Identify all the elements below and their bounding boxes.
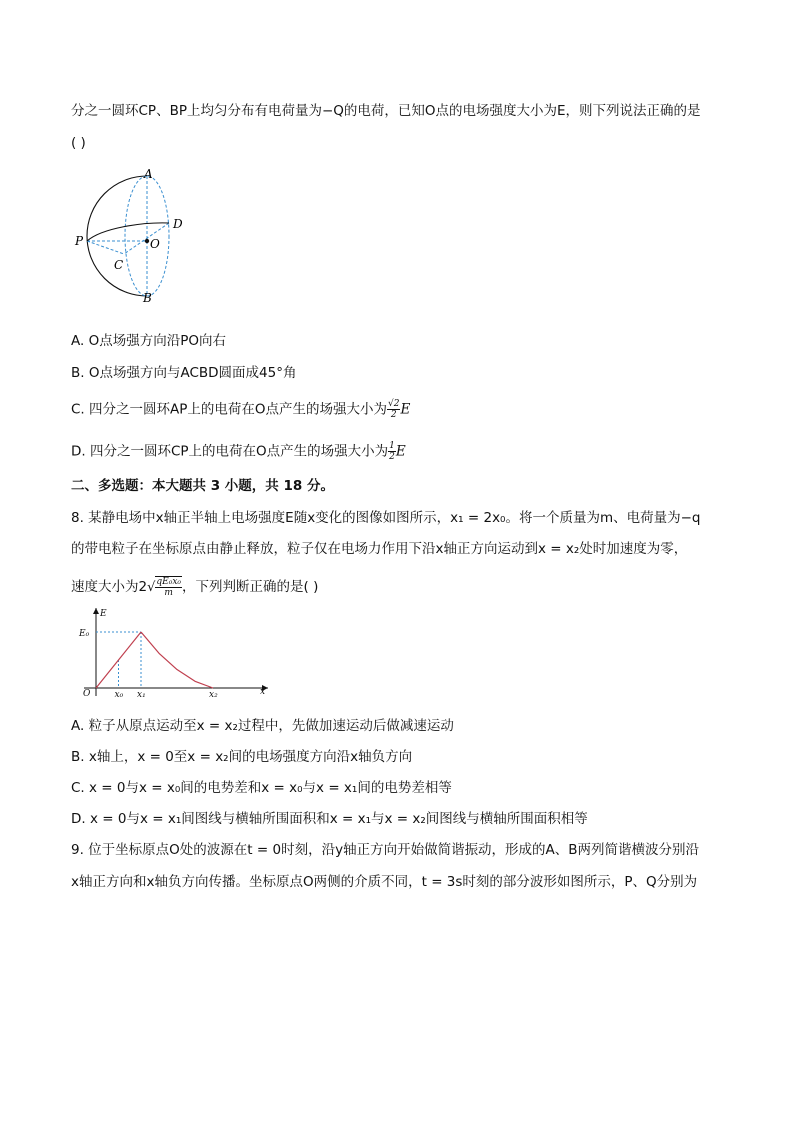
series-line-0 xyxy=(96,632,141,688)
y-axis-label: E xyxy=(100,609,107,619)
q8-stem-line2: 的带电粒子在坐标原点由静止释放，粒子仅在电场力作用下沿x轴正方向运动到x = x₂处时加速度为零， xyxy=(71,541,688,557)
e-x-chart-svg xyxy=(72,604,272,700)
tick-x1: x₁ xyxy=(137,690,146,700)
tick-e0: E₀ xyxy=(79,629,90,639)
axis-labels xyxy=(78,609,265,700)
q7-option-c xyxy=(71,399,731,420)
q8-option-c: C. x = 0与x = x₀间的电势差和x = x₀与x = x₁间的电势差相等 xyxy=(71,780,452,796)
q7-option-d-tail: E xyxy=(395,443,406,460)
q7-option-c-fraction xyxy=(387,399,400,420)
q7-option-c-tail: E xyxy=(400,401,411,418)
q8-option-d: D. x = 0与x = x₁间图线与横轴所围面积和x = x₁与x = x₂间图线与横轴所围面积相等 xyxy=(71,811,588,827)
q7-option-d-text: D. 四分之一圆环CP上的电荷在O点产生的场强大小为 xyxy=(71,443,389,460)
label-a: A xyxy=(144,168,153,181)
x-axis-label: x xyxy=(260,687,266,697)
q7-option-d-fraction xyxy=(388,441,396,462)
q7-option-d-den: 2 xyxy=(389,452,395,462)
q8-stem-line3 xyxy=(71,576,731,598)
tick-x0: x₀ xyxy=(114,690,124,700)
q8-option-b: B. x轴上，x = 0至x = x₂间的电场强度方向沿x轴负方向 xyxy=(71,749,413,765)
q7-option-d-num: 1 xyxy=(389,441,395,451)
q7-stem-line1: 分之一圆环CP、BP上均匀分布有电荷量为−Q的电荷，已知O点的电场强度大小为E，则下列说法正确的是 xyxy=(71,103,701,119)
y-axis-arrow xyxy=(93,608,99,614)
q9-stem-line2: x轴正方向和x轴负方向传播。坐标原点O两侧的介质不同，t = 3s时刻的部分波形如图所示，P、Q分别为 xyxy=(71,874,698,890)
series-line-1 xyxy=(141,632,213,688)
q7-option-c-den: 2 xyxy=(390,410,397,420)
q8-stem-line3-pre: 速度大小为2 xyxy=(71,579,148,595)
pc-line xyxy=(87,241,124,254)
q9-stem-line1: 9. 位于坐标原点O处的波源在t = 0时刻，沿y轴正方向开始做简谐振动，形成的A、B两列简谐横波分别沿 xyxy=(71,842,700,858)
sphere-figure xyxy=(72,168,192,303)
series-lines xyxy=(96,632,213,688)
e-x-chart xyxy=(72,604,272,700)
q7-option-c-text: C. 四分之一圆环AP上的电荷在O点产生的场强大小为 xyxy=(71,401,388,418)
sphere-diagram xyxy=(72,168,192,303)
semicircle-arc xyxy=(87,176,147,296)
q7-option-d xyxy=(71,441,731,462)
label-d: D xyxy=(173,217,183,231)
q8-stem-line3-post: ，下列判断正确的是( ) xyxy=(182,579,319,595)
label-o: O xyxy=(150,237,160,251)
q8-stem-line1: 8. 某静电场中x轴正半轴上电场强度E随x变化的图像如图所示，x₁ = 2x₀。将一个质量为m、电荷量为−q xyxy=(71,510,701,526)
label-c: C xyxy=(114,258,124,272)
label-p: P xyxy=(75,234,84,248)
q8-option-a: A. 粒子从原点运动至x = x₂过程中，先做加速运动后做减速运动 xyxy=(71,718,454,734)
tick-origin: O xyxy=(83,689,91,699)
label-b: B xyxy=(143,291,152,303)
tick-x2: x₂ xyxy=(209,690,218,700)
q8-sqrt-fraction xyxy=(155,576,182,598)
q7-option-c-num: √2 xyxy=(388,399,400,409)
q7-option-b: B. O点场强方向与ACBD圆面成45°角 xyxy=(71,365,297,381)
section-header: 二、多选题：本大题共 3 小题，共 18 分。 xyxy=(71,478,334,494)
q7-option-a: A. O点场强方向沿PO向右 xyxy=(71,333,226,349)
center-point xyxy=(145,239,149,243)
q8-sqrt-num: qE₀x₀ xyxy=(156,577,182,587)
q8-sqrt-den: m xyxy=(164,588,173,598)
q7-stem-line2: ( ) xyxy=(71,135,86,151)
sqrt-symbol: √ xyxy=(147,580,156,595)
